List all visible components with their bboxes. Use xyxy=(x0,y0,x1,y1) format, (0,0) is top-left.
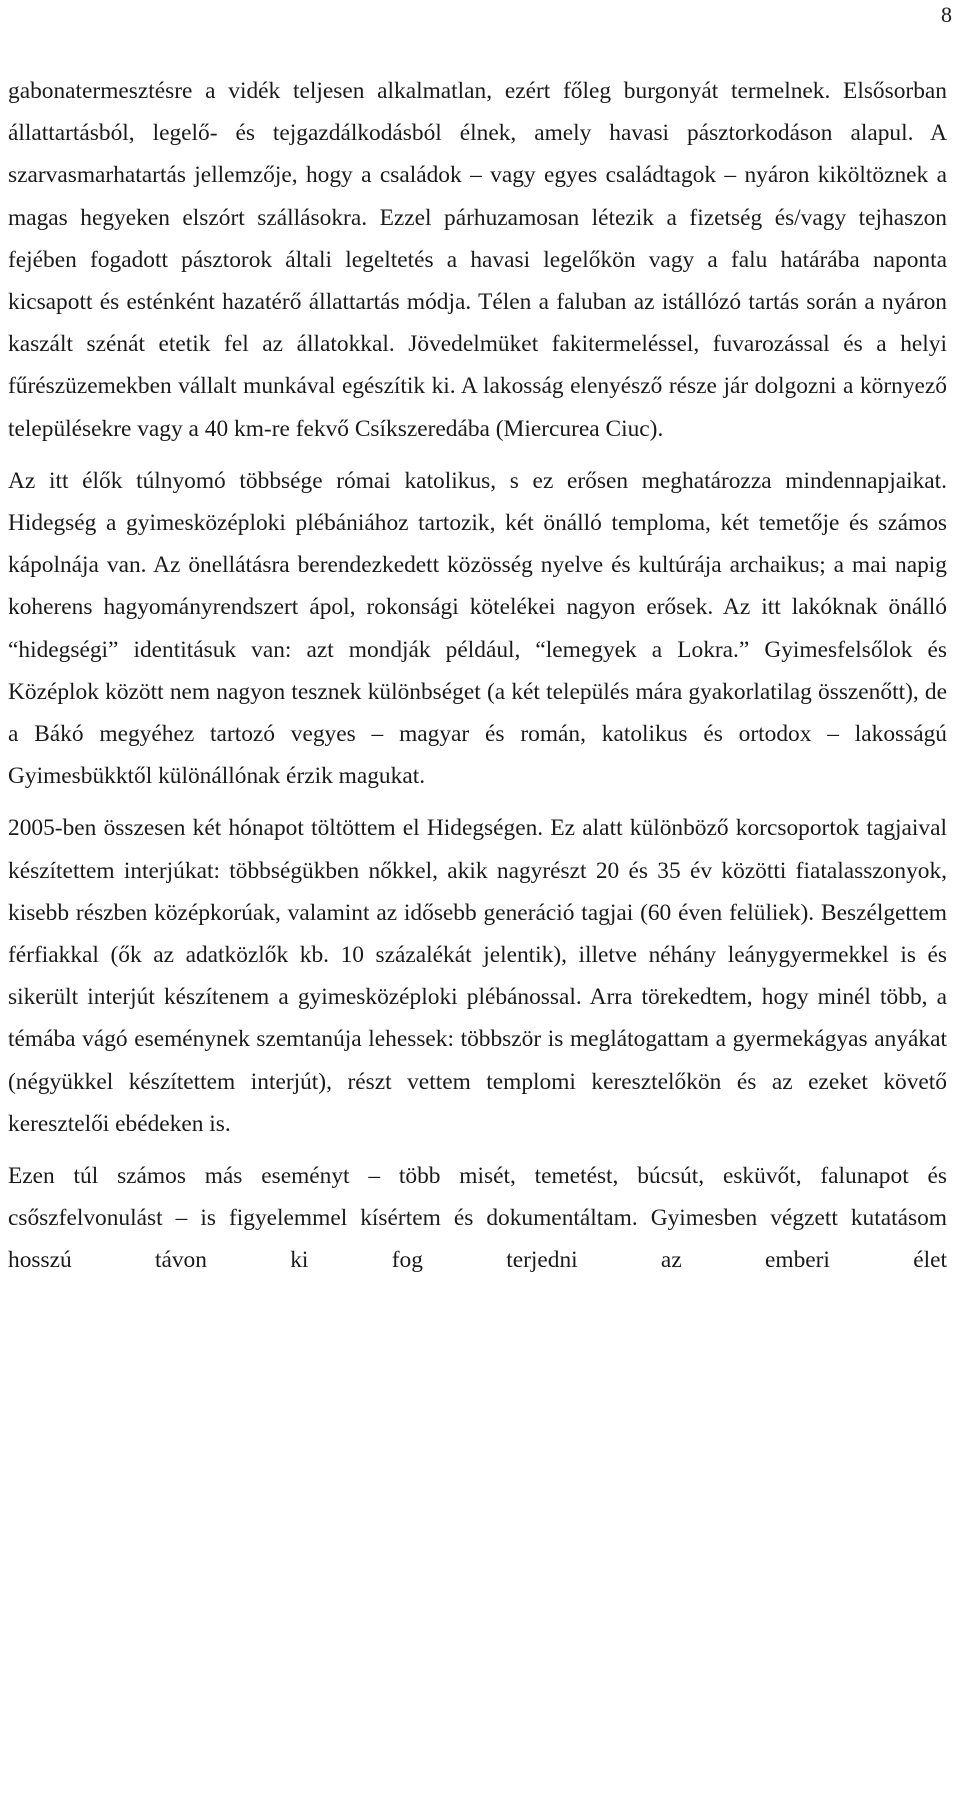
paragraph-fieldwork: 2005-ben összesen két hónapot töltöttem el Hidegségen. Ez alatt különböző korcsoportok tagjaival készítettem interjúkat: többségükben nőkkel, akik nagyrészt 20 és 35 év közötti fiatalasszonyok, kisebb részben középkorúak, valamint az idősebb generáció tagjai (60 éven felüliek). Beszélgettem férfiakkal (ők az adatközlők kb. 10 százalékát jelentik), illetve néhány leánygyermekkel is és sikerült interjút készítenem a gyimesközéploki plébánossal. Arra törekedtem, hogy minél több, a témába vágó eseménynek szemtanúja lehessek: többször is meglátogattam a gyermekágyas anyákat (négyükkel készítettem interjút), részt vettem templomi keresztelőkön és az ezeket követő keresztelői ebédeken is. xyxy=(8,815,947,1137)
paragraph-religion-community: Az itt élők túlnyomó többsége római katolikus, s ez erősen meghatározza mindennapjaikat. Hidegség a gyimesközéploki plébániához tartozik, két önálló temploma, két temetője és számos kápolnája van. Az önellátásra berendezkedett közösség nyelve és kultúrája archaikus; a mai napig koherens hagyományrendszert ápol, rokonsági kötelékei nagyon erősek. Az itt lakóknak önálló “hidegségi” identitásuk van: azt mondják például, “lemegyek a Lokra.” Gyimesfelsőlok és Középlok között nem nagyon tesznek különbséget (a két település mára gyakorlatilag összenőtt), de a Bákó megyéhez tartozó vegyes – magyar és román, katolikus és ortodox – lakosságú Gyimesbükktől különállónak érzik magukat. xyxy=(8,467,947,790)
page-number: 8 xyxy=(941,2,952,27)
document-body xyxy=(8,70,947,1282)
paragraph-livelihood: gabonatermesztésre a vidék teljesen alkalmatlan, ezért főleg burgonyát termelnek. Elsősorban állattartásból, legelő- és tejgazdálkodásból élnek, amely havasi pásztorkodáson alapul. A szarvasmarhatartás jellemzője, hogy a családok – vagy egyes családtagok – nyáron kiköltöznek a magas hegyeken elszórt szállásokra. Ezzel párhuzamosan létezik a fizetség és/vagy tejhaszon fejében fogadott pásztorok általi legeltetés a havasi legelőkön vagy a falu határába naponta kicsapott és esténként hazatérő állattartás módja. Télen a faluban az istállózó tartás során a nyáron kaszált szénát etetik fel az állatokkal. Jövedelmüket fakitermeléssel, fuvarozással és a helyi fűrészüzemekben vállalt munkával egészítik ki. A lakosság elenyésző része jár dolgozni a környező településekre vagy a 40 km-re fekvő Csíkszeredába (Miercurea Ciuc). xyxy=(8,78,947,442)
paragraph-events: Ezen túl számos más eseményt – több misét, temetést, búcsút, esküvőt, falunapot és csőszfelvonulást – is figyelemmel kísértem és dokumentáltam. Gyimesben végzett kutatásom hosszú távon ki fog terjedni az emberi élet xyxy=(8,1163,947,1274)
